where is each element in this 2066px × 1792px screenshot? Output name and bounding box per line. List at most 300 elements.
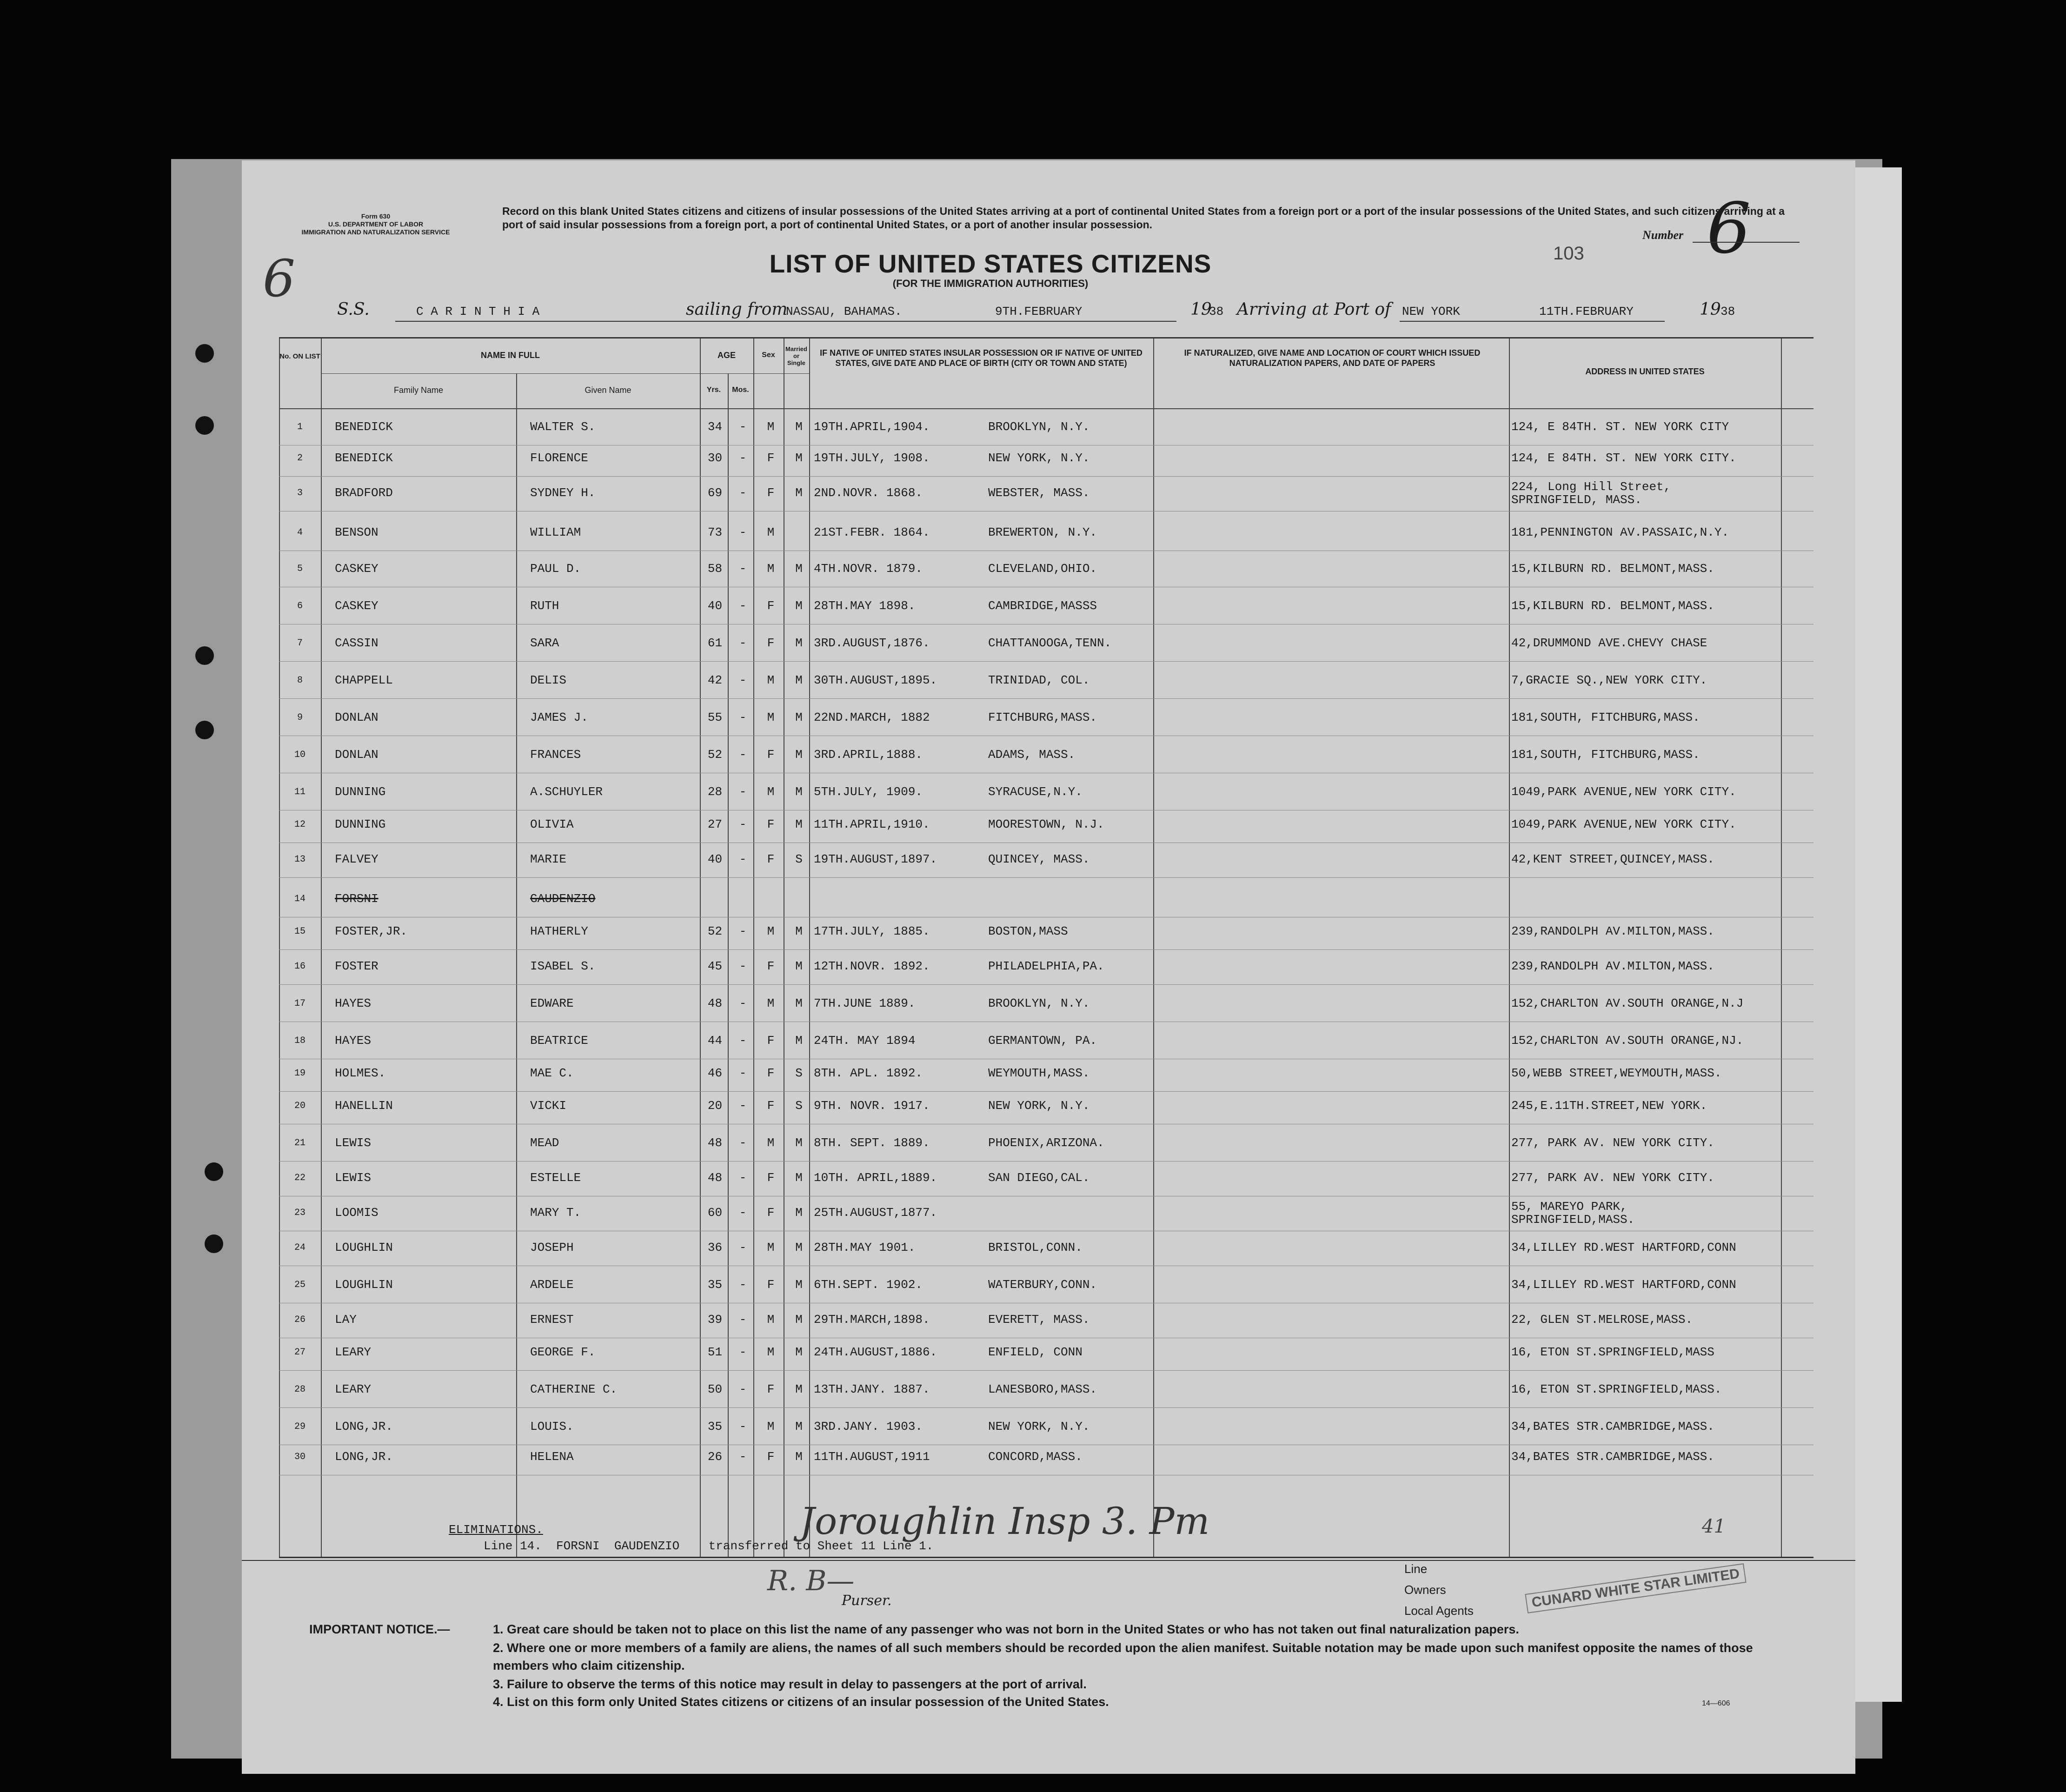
col-header-given: Given Name	[585, 385, 631, 395]
cell-sex: M	[767, 420, 775, 434]
ss-label: S.S.	[337, 300, 370, 319]
cell-address: 15,KILBURN RD. BELMONT,MASS.	[1511, 562, 1714, 576]
cell-marital-status: S	[795, 852, 803, 866]
cell-marital-status: M	[795, 1136, 803, 1150]
ship-name: C A R I N T H I A	[416, 305, 540, 319]
cell-birth-place: QUINCEY, MASS.	[988, 852, 1090, 866]
cell-marital-status: M	[795, 959, 803, 973]
cell-line-number: 20	[294, 1101, 306, 1111]
arrival-port: NEW YORK	[1402, 305, 1460, 319]
cell-sex: M	[767, 673, 775, 687]
cell-birth-place: LANESBORO,MASS.	[988, 1382, 1097, 1396]
cell-birth-date: 19TH.AUGUST,1897.	[814, 852, 937, 866]
cell-age-months: -	[739, 486, 747, 500]
cell-family-name: DUNNING	[335, 817, 386, 831]
cell-birth-place: BOSTON,MASS	[988, 924, 1068, 938]
cell-marital-status: S	[795, 1099, 803, 1113]
binder-hole	[195, 721, 214, 739]
cell-line-number: 10	[294, 750, 306, 760]
cell-age-years: 42	[707, 673, 723, 687]
row-rule	[279, 476, 1814, 477]
cell-family-name: LOOMIS	[335, 1206, 379, 1220]
cell-sex: F	[767, 636, 775, 650]
table-row	[279, 777, 1814, 813]
cell-birth-date: 4TH.NOVR. 1879.	[814, 562, 923, 576]
cell-family-name: CASSIN	[335, 636, 379, 650]
cell-age-years: 48	[707, 1136, 723, 1150]
number-underline	[1693, 242, 1800, 243]
cell-birth-place: CONCORD,MASS.	[988, 1450, 1083, 1464]
cell-given-name: ERNEST	[530, 1313, 574, 1327]
cell-marital-status: M	[795, 1206, 803, 1220]
page-title: LIST OF UNITED STATES CITIZENS	[769, 249, 1212, 278]
cell-sex: F	[767, 1066, 775, 1080]
cell-family-name: DUNNING	[335, 785, 386, 799]
cell-birth-date: 6TH.SEPT. 1902.	[814, 1278, 923, 1292]
row-rule	[279, 698, 1814, 699]
table-row	[279, 1128, 1814, 1164]
cell-sex: M	[767, 785, 775, 799]
cell-age-months: -	[739, 636, 747, 650]
cell-marital-status: M	[795, 673, 803, 687]
cell-given-name: CATHERINE C.	[530, 1382, 618, 1396]
address-line-2: SPRINGFIELD, MASS.	[1511, 493, 1642, 507]
cell-line-number: 15	[294, 926, 306, 937]
col-header-age: AGE	[717, 351, 736, 360]
record-instructions: Record on this blank United States citizens and citizens of insular possessions of the United States arriving at a port of continental United States from a foreign port or a port of the insular possessions of the United States, and such citizens arriving at a port of said insular possessions from a foreign port, a port of continental United States, or a port of another insular possession.	[502, 205, 1785, 231]
cell-birth-place: CHATTANOOGA,TENN.	[988, 636, 1112, 650]
cell-family-name: BRADFORD	[335, 486, 393, 500]
cell-sex: M	[767, 1345, 775, 1359]
cell-marital-status: M	[795, 1450, 803, 1464]
cell-age-years: 35	[707, 1278, 723, 1292]
cell-family-name: BENEDICK	[335, 451, 393, 465]
cell-address: 124, E 84TH. ST. NEW YORK CITY.	[1511, 451, 1736, 465]
footer-rule	[242, 1560, 1855, 1561]
header-rule	[321, 373, 809, 374]
cell-sex: F	[767, 599, 775, 613]
purser-label: Purser.	[842, 1593, 892, 1609]
cell-family-name: LEARY	[335, 1382, 372, 1396]
cell-age-years: 52	[707, 748, 723, 762]
eliminations-line: Line 14. FORSNI GAUDENZIO transferred to Sheet 11 Line 1.	[484, 1539, 934, 1553]
col-header-yrs: Yrs.	[706, 386, 721, 394]
cell-family-name: DONLAN	[335, 710, 379, 724]
margin-number: 6	[263, 249, 295, 308]
owners-label: Owners	[1404, 1583, 1446, 1597]
cell-sex: F	[767, 486, 775, 500]
cell-address: 277, PARK AV. NEW YORK CITY.	[1511, 1136, 1714, 1150]
cell-given-name: MARY T.	[530, 1206, 581, 1220]
arriving-label: Arriving at Port of	[1237, 300, 1391, 319]
row-rule	[279, 877, 1814, 878]
cell-age-months: -	[739, 673, 747, 687]
cell-given-name: SARA	[530, 636, 559, 650]
cell-family-name: FALVEY	[335, 852, 379, 866]
cell-family-name: BENEDICK	[335, 420, 393, 434]
col-header-sex: Sex	[762, 351, 775, 359]
table-row	[279, 1197, 1814, 1234]
cell-birth-date: 12TH.NOVR. 1892.	[814, 959, 930, 973]
inspector-signature: Joroughlin Insp 3. Pm	[800, 1500, 1210, 1543]
cell-age-years: 40	[707, 852, 723, 866]
cell-family-name: HAYES	[335, 1034, 372, 1048]
address-line-1: 224, Long Hill Street,	[1511, 480, 1671, 494]
cell-age-months: -	[739, 710, 747, 724]
cell-birth-place: EVERETT, MASS.	[988, 1313, 1090, 1327]
table-row	[279, 1374, 1814, 1410]
cell-marital-status: M	[795, 996, 803, 1010]
notice-4: 4. List on this form only United States citizens or citizens of an insular possession of the United States.	[493, 1695, 1109, 1709]
cell-line-number: 13	[294, 854, 306, 865]
cell-line-number: 11	[294, 787, 306, 797]
cell-given-name: HELENA	[530, 1450, 574, 1464]
cell-given-name: MARIE	[530, 852, 567, 866]
cell-birth-date: 2ND.NOVR. 1868.	[814, 486, 923, 500]
binder-hole	[195, 646, 214, 665]
cell-marital-status: M	[795, 785, 803, 799]
cell-birth-place: BRISTOL,CONN.	[988, 1241, 1083, 1254]
cell-birth-date: 7TH.JUNE 1889.	[814, 996, 916, 1010]
cell-age-years: 20	[707, 1099, 723, 1113]
row-rule	[279, 661, 1814, 662]
cell-sex: F	[767, 1382, 775, 1396]
table-row	[279, 553, 1814, 590]
cell-birth-place: FITCHBURG,MASS.	[988, 710, 1097, 724]
agent-stamp: CUNARD WHITE STAR LIMITED	[1525, 1563, 1746, 1613]
cell-line-number: 23	[294, 1208, 306, 1218]
cell-age-years: 27	[707, 817, 723, 831]
page-count: 41	[1702, 1516, 1726, 1537]
eliminations-label: ELIMINATIONS.	[449, 1523, 543, 1537]
notice-label: IMPORTANT NOTICE.—	[309, 1622, 450, 1636]
cell-address: 50,WEBB STREET,WEYMOUTH,MASS.	[1511, 1066, 1722, 1080]
cell-line-number: 19	[294, 1068, 306, 1079]
cell-birth-place: CAMBRIDGE,MASSS	[988, 599, 1097, 613]
address-line-2: SPRINGFIELD,MASS.	[1511, 1213, 1635, 1227]
cell-age-months: -	[739, 1450, 747, 1464]
cell-given-name: PAUL D.	[530, 562, 581, 576]
cell-birth-place: ENFIELD, CONN	[988, 1345, 1083, 1359]
purser-signature: R. B—	[767, 1565, 855, 1597]
cell-age-months: -	[739, 451, 747, 465]
sailing-underline	[781, 321, 1176, 322]
cell-marital-status: S	[795, 1066, 803, 1080]
col-header-no: No. ON LIST	[279, 352, 320, 360]
cell-marital-status: M	[795, 1313, 803, 1327]
cell-marital-status: M	[795, 924, 803, 938]
table-row	[279, 1025, 1814, 1062]
cell-line-number: 2	[297, 453, 303, 464]
cell-marital-status: M	[795, 636, 803, 650]
cell-birth-date: 29TH.MARCH,1898.	[814, 1313, 930, 1327]
cell-age-months: -	[739, 785, 747, 799]
cell-age-months: -	[739, 525, 747, 539]
table-row	[279, 517, 1814, 553]
cell-line-number: 29	[294, 1421, 306, 1432]
row-rule	[279, 1370, 1814, 1371]
col-header-married: Married or Single	[785, 345, 807, 366]
col-header-mos: Mos.	[732, 386, 749, 394]
cell-address: 15,KILBURN RD. BELMONT,MASS.	[1511, 599, 1714, 613]
cell-age-months: -	[739, 1066, 747, 1080]
cell-address: 181,PENNINGTON AV.PASSAIC,N.Y.	[1511, 525, 1729, 539]
agents-label: Local Agents	[1404, 1604, 1474, 1618]
col-header-naturalized: IF NATURALIZED, GIVE NAME AND LOCATION OF COURT WHICH ISSUED NATURALIZATION PAPERS, AND DATE OF PAPERS	[1184, 348, 1481, 368]
cell-family-name: FOSTER	[335, 959, 379, 973]
cell-age-months: -	[739, 1206, 747, 1220]
form-number: Form 630	[361, 212, 391, 220]
cell-address: 239,RANDOLPH AV.MILTON,MASS.	[1511, 924, 1714, 938]
stamped-number: 103	[1553, 243, 1584, 264]
cell-given-name: BEATRICE	[530, 1034, 588, 1048]
table-row	[279, 809, 1814, 845]
cell-birth-date: 28TH.MAY 1898.	[814, 599, 916, 613]
address-line-1: 55, MAREYO PARK,	[1511, 1200, 1628, 1214]
cell-marital-status: M	[795, 451, 803, 465]
cell-birth-place: ADAMS, MASS.	[988, 748, 1076, 762]
cell-line-number: 7	[297, 638, 303, 649]
table-row	[279, 951, 1814, 987]
table-row	[279, 702, 1814, 738]
cell-birth-date: 9TH. NOVR. 1917.	[814, 1099, 930, 1113]
cell-age-months: -	[739, 1241, 747, 1254]
cell-given-name: DELIS	[530, 673, 567, 687]
arrival-year: 38	[1721, 305, 1735, 319]
cell-sex: M	[767, 1241, 775, 1254]
cell-line-number: 18	[294, 1035, 306, 1046]
cell-address: 181,SOUTH, FITCHBURG,MASS.	[1511, 748, 1700, 762]
cell-address: 181,SOUTH, FITCHBURG,MASS.	[1511, 710, 1700, 724]
cell-line-number: 16	[294, 961, 306, 972]
table-row	[279, 1232, 1814, 1268]
cell-marital-status: M	[795, 710, 803, 724]
cell-age-months: -	[739, 1382, 747, 1396]
year-prefix-2: 19	[1700, 300, 1721, 319]
cell-given-name: GEORGE F.	[530, 1345, 596, 1359]
cell-line-number: 5	[297, 564, 303, 574]
cell-marital-status: M	[795, 486, 803, 500]
cell-sex: F	[767, 1171, 775, 1185]
cell-age-years: 73	[707, 525, 723, 539]
cell-marital-status: M	[795, 748, 803, 762]
cell-birth-date: 24TH. MAY 1894	[814, 1034, 916, 1048]
table-row	[279, 628, 1814, 664]
cell-birth-place: SYRACUSE,N.Y.	[988, 785, 1083, 799]
cell-sex: M	[767, 525, 775, 539]
cell-given-name: GAUDENZIO	[530, 892, 596, 906]
cell-birth-date: 22ND.MARCH, 1882	[814, 710, 930, 724]
cell-family-name: HOLMES.	[335, 1066, 386, 1080]
cell-age-months: -	[739, 817, 747, 831]
cell-birth-date: 8TH. APL. 1892.	[814, 1066, 923, 1080]
table-row	[279, 844, 1814, 880]
cell-birth-place: GERMANTOWN, PA.	[988, 1034, 1097, 1048]
cell-given-name: JOSEPH	[530, 1241, 574, 1254]
cell-birth-place: PHOENIX,ARIZONA.	[988, 1136, 1104, 1150]
cell-address: 34,LILLEY RD.WEST HARTFORD,CONN	[1511, 1278, 1736, 1292]
cell-sex: F	[767, 852, 775, 866]
col-header-name: NAME IN FULL	[481, 351, 540, 360]
cell-birth-place: BROOKLYN, N.Y.	[988, 420, 1090, 434]
cell-sex: F	[767, 1278, 775, 1292]
cell-given-name: VICKI	[530, 1099, 567, 1113]
binder-hole	[205, 1234, 223, 1253]
cell-given-name: WILLIAM	[530, 525, 581, 539]
table-row	[279, 1269, 1814, 1306]
cell-address: 1049,PARK AVENUE,NEW YORK CITY.	[1511, 817, 1736, 831]
cell-line-number: 17	[294, 998, 306, 1009]
cell-given-name: HATHERLY	[530, 924, 588, 938]
cell-line-number: 9	[297, 712, 303, 723]
cell-family-name: CHAPPELL	[335, 673, 393, 687]
cell-address: 42,DRUMMOND AVE.CHEVY CHASE	[1511, 636, 1707, 650]
cell-family-name: LONG,JR.	[335, 1420, 393, 1434]
cell-sex: F	[767, 451, 775, 465]
cell-age-months: -	[739, 748, 747, 762]
cell-marital-status: M	[795, 1171, 803, 1185]
notice-2: 2. Where one or more members of a family are aliens, the names of all such members should be recorded upon the alien manifest. Suitable notation may be made upon such manifest opposite the names of those members who claim citizenship.	[493, 1641, 1753, 1673]
cell-age-months: -	[739, 562, 747, 576]
header-rule	[279, 408, 1814, 409]
cell-age-years: 26	[707, 1450, 723, 1464]
cell-age-years: 61	[707, 636, 723, 650]
cell-given-name: FRANCES	[530, 748, 581, 762]
cell-age-months: -	[739, 1313, 747, 1327]
cell-line-number: 24	[294, 1242, 306, 1253]
cell-marital-status: M	[795, 1382, 803, 1396]
cell-family-name: DONLAN	[335, 748, 379, 762]
cell-birth-place: WEBSTER, MASS.	[988, 486, 1090, 500]
cell-sex: M	[767, 1313, 775, 1327]
cell-sex: F	[767, 1099, 775, 1113]
cell-age-years: 35	[707, 1420, 723, 1434]
table-row	[279, 1337, 1814, 1373]
cell-sex: M	[767, 1136, 775, 1150]
cell-address: 34,BATES STR.CAMBRIDGE,MASS.	[1511, 1450, 1714, 1464]
cell-given-name: RUTH	[530, 599, 559, 613]
cell-line-number: 22	[294, 1173, 306, 1183]
cell-given-name: MEAD	[530, 1136, 559, 1150]
cell-family-name: FORSNI	[335, 892, 379, 906]
cell-address	[1511, 1200, 1814, 1226]
table-row	[279, 988, 1814, 1024]
cell-address	[1511, 480, 1814, 506]
cell-given-name: EDWARE	[530, 996, 574, 1010]
cell-address: 152,CHARLTON AV.SOUTH ORANGE,NJ.	[1511, 1034, 1744, 1048]
cell-birth-place: BREWERTON, N.Y.	[988, 525, 1097, 539]
cell-age-years: 48	[707, 996, 723, 1010]
cell-age-years: 69	[707, 486, 723, 500]
cell-given-name: LOUIS.	[530, 1420, 574, 1434]
cell-address: 152,CHARLTON AV.SOUTH ORANGE,N.J	[1511, 996, 1744, 1010]
table-row	[279, 665, 1814, 701]
cell-age-months: -	[739, 599, 747, 613]
cell-address: 34,BATES STR.CAMBRIDGE,MASS.	[1511, 1420, 1714, 1434]
cell-age-years: 52	[707, 924, 723, 938]
cell-age-years: 48	[707, 1171, 723, 1185]
cell-birth-date: 19TH.JULY, 1908.	[814, 451, 930, 465]
cell-given-name: SYDNEY H.	[530, 486, 596, 500]
row-rule	[279, 984, 1814, 985]
cell-age-months: -	[739, 1171, 747, 1185]
cell-marital-status: M	[795, 1420, 803, 1434]
sailing-label: sailing from	[686, 300, 788, 319]
cell-marital-status: M	[795, 1241, 803, 1254]
cell-given-name: WALTER S.	[530, 420, 596, 434]
cell-age-months: -	[739, 924, 747, 938]
cell-birth-date: 21ST.FEBR. 1864.	[814, 525, 930, 539]
table-row	[279, 443, 1814, 479]
cell-birth-place: MOORESTOWN, N.J.	[988, 817, 1104, 831]
cell-marital-status: M	[795, 1034, 803, 1048]
cell-birth-date: 5TH.JULY, 1909.	[814, 785, 923, 799]
arrival-date: 11TH.FEBRUARY	[1539, 305, 1634, 319]
cell-line-number: 27	[294, 1347, 306, 1358]
cell-marital-status: M	[795, 1278, 803, 1292]
cell-given-name: ESTELLE	[530, 1171, 581, 1185]
row-rule	[279, 949, 1814, 950]
cell-age-months: -	[739, 420, 747, 434]
year-prefix-1: 19	[1190, 300, 1212, 319]
cell-age-months: -	[739, 1420, 747, 1434]
cell-birth-place: TRINIDAD, COL.	[988, 673, 1090, 687]
cell-line-number: 6	[297, 601, 303, 611]
cell-age-years: 46	[707, 1066, 723, 1080]
cell-sex: M	[767, 710, 775, 724]
cell-sex: F	[767, 817, 775, 831]
cell-age-months: -	[739, 959, 747, 973]
cell-age-months: -	[739, 852, 747, 866]
cell-family-name: FOSTER,JR.	[335, 924, 408, 938]
line-label: Line	[1404, 1562, 1428, 1576]
cell-family-name: LOUGHLIN	[335, 1278, 393, 1292]
cell-birth-place: WEYMOUTH,MASS.	[988, 1066, 1090, 1080]
cell-birth-date: 11TH.APRIL,1910.	[814, 817, 930, 831]
cell-address: 239,RANDOLPH AV.MILTON,MASS.	[1511, 959, 1714, 973]
cell-birth-place: WATERBURY,CONN.	[988, 1278, 1097, 1292]
cell-line-number: 28	[294, 1384, 306, 1395]
cell-birth-date: 3RD.APRIL,1888.	[814, 748, 923, 762]
cell-address: 124, E 84TH. ST. NEW YORK CITY	[1511, 420, 1729, 434]
binder-hole	[195, 416, 214, 435]
table-row	[279, 591, 1814, 627]
departure-year: 38	[1209, 305, 1224, 319]
cell-birth-place: NEW YORK, N.Y.	[988, 1099, 1090, 1113]
cell-sex: F	[767, 1450, 775, 1464]
cell-age-years: 55	[707, 710, 723, 724]
binder-hole	[205, 1162, 223, 1181]
cell-address: 34,LILLEY RD.WEST HARTFORD,CONN	[1511, 1241, 1736, 1254]
cell-given-name: ARDELE	[530, 1278, 574, 1292]
cell-birth-place: NEW YORK, N.Y.	[988, 451, 1090, 465]
cell-sex: M	[767, 1420, 775, 1434]
cell-address: 277, PARK AV. NEW YORK CITY.	[1511, 1171, 1714, 1185]
cell-age-years: 30	[707, 451, 723, 465]
cell-birth-date: 24TH.AUGUST,1886.	[814, 1345, 937, 1359]
table-row	[279, 883, 1814, 920]
table-row	[279, 916, 1814, 952]
cell-age-years: 28	[707, 785, 723, 799]
department-name: U.S. DEPARTMENT OF LABOR	[328, 220, 424, 228]
row-rule	[279, 1407, 1814, 1408]
cell-family-name: BENSON	[335, 525, 379, 539]
cell-line-number: 8	[297, 675, 303, 686]
cell-birth-date: 3RD.JANY. 1903.	[814, 1420, 923, 1434]
cell-birth-place: SAN DIEGO,CAL.	[988, 1171, 1090, 1185]
cell-family-name: HAYES	[335, 996, 372, 1010]
cell-line-number: 12	[294, 819, 306, 830]
